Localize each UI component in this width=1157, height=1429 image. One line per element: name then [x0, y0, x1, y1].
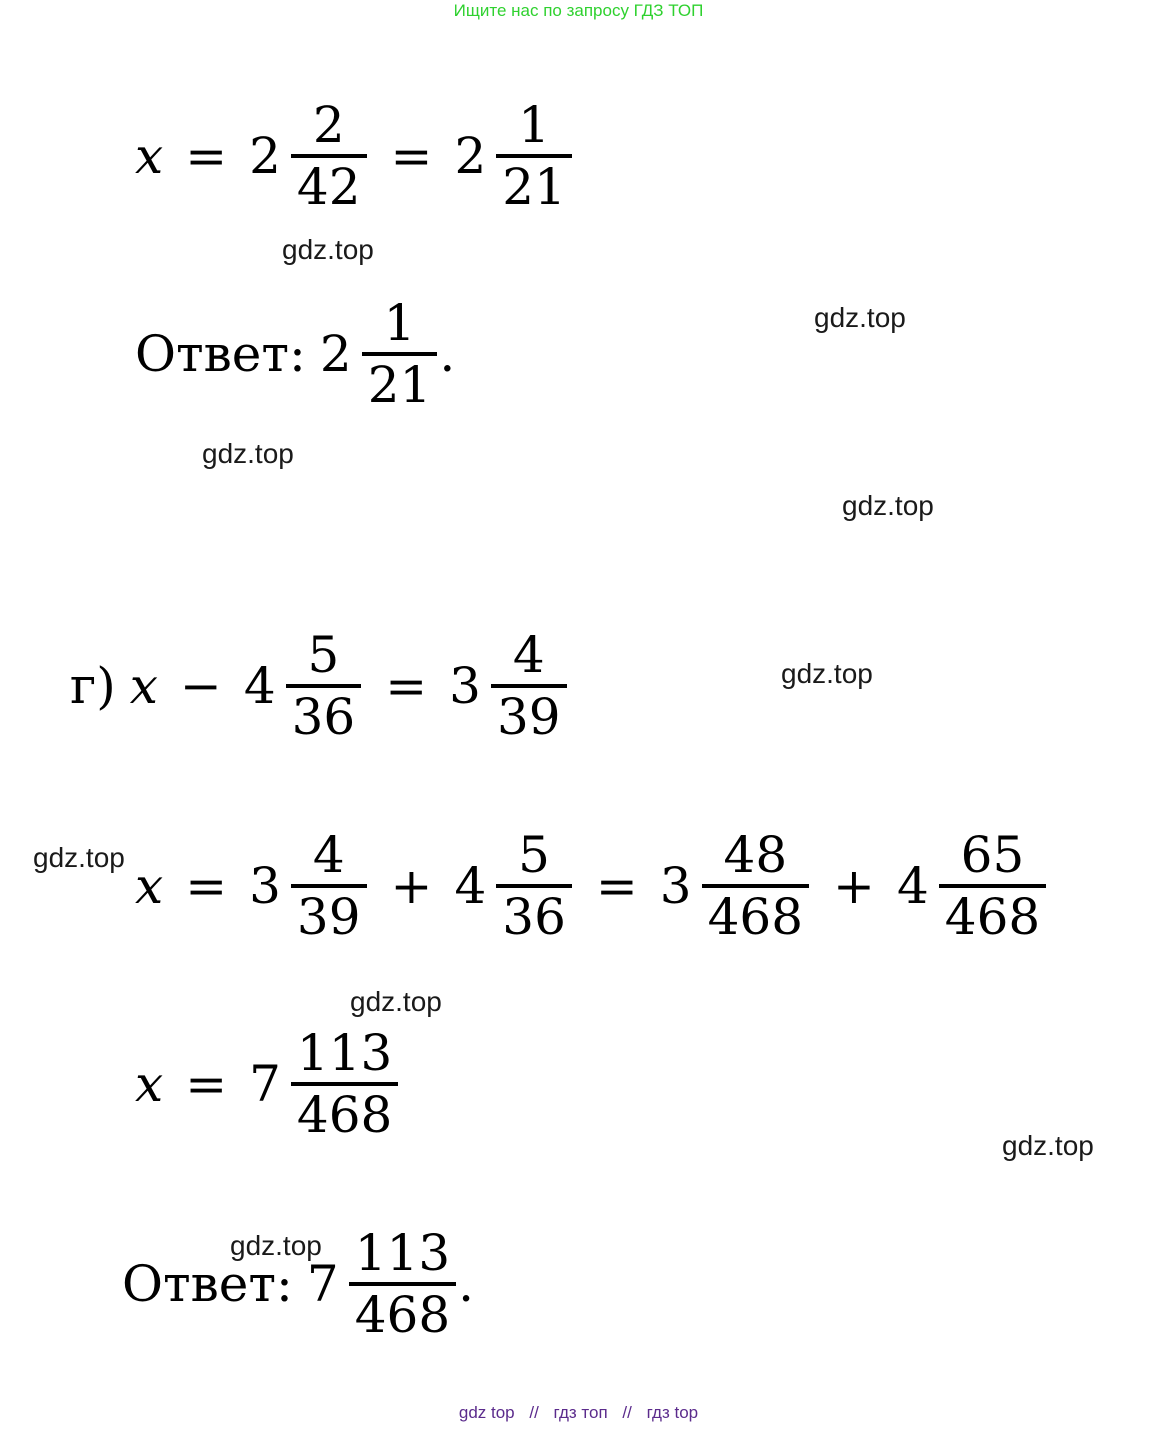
equation-part-g [70, 626, 569, 746]
whole-part: 2 [454, 127, 487, 185]
fraction [491, 626, 567, 746]
answer-label: Ответ: [135, 325, 306, 383]
fraction [291, 1024, 398, 1144]
denominator: 468 [939, 884, 1046, 942]
top-banner: Ищите нас по запросу ГДЗ ТОП [453, 1, 704, 20]
fraction [349, 1224, 456, 1344]
minus-sign: − [179, 657, 222, 715]
numerator: 65 [960, 826, 1025, 884]
denominator: 468 [349, 1282, 456, 1340]
equation-line-3 [135, 826, 1048, 946]
denominator: 39 [291, 884, 367, 942]
equals-sign: = [385, 657, 428, 715]
equals-sign: = [185, 1055, 228, 1113]
equals-sign: = [390, 127, 433, 185]
equation-line-1 [135, 96, 574, 216]
denominator: 21 [362, 352, 438, 410]
equation-line-4 [135, 1024, 400, 1144]
footer-separator: // [529, 1403, 539, 1422]
variable-x: x [129, 657, 158, 715]
watermark: gdz.top [33, 842, 125, 873]
whole-part: 3 [449, 657, 481, 715]
fraction [702, 826, 809, 946]
watermark: gdz.top [842, 490, 934, 521]
footer-link-gdz-top-mixed[interactable]: гдз top [646, 1403, 699, 1422]
watermark: gdz.top [350, 986, 442, 1017]
denominator: 21 [496, 154, 572, 212]
whole-part: 4 [243, 657, 276, 715]
part-label: г) [70, 657, 116, 715]
numerator: 4 [512, 626, 545, 684]
denominator: 39 [491, 684, 567, 742]
numerator: 5 [518, 826, 550, 884]
numerator: 113 [296, 1024, 393, 1082]
period: . [439, 325, 456, 383]
whole-part: 7 [249, 1055, 281, 1113]
whole-part: 7 [306, 1255, 339, 1313]
footer-link-gdz-top[interactable]: gdz top [458, 1403, 515, 1422]
denominator: 36 [496, 884, 572, 942]
numerator: 113 [354, 1224, 451, 1282]
watermark: gdz.top [781, 658, 873, 689]
period: . [458, 1255, 475, 1313]
watermark: gdz.top [202, 438, 294, 469]
fraction [286, 626, 362, 746]
watermark: gdz.top [1002, 1130, 1094, 1161]
footer-links [0, 1403, 1157, 1423]
fraction [496, 826, 572, 946]
answer-line-1 [135, 294, 456, 414]
variable-x: x [135, 127, 164, 185]
equals-sign: = [185, 127, 228, 185]
denominator: 468 [291, 1082, 398, 1140]
whole-part: 2 [319, 325, 352, 383]
variable-x: x [135, 857, 164, 915]
fraction [362, 294, 438, 414]
plus-sign: + [833, 857, 875, 915]
whole-part: 3 [659, 857, 692, 915]
fraction [291, 96, 367, 216]
fraction [496, 96, 572, 216]
answer-label: Ответ: [122, 1255, 293, 1313]
footer-link-gdz-top-ru[interactable]: гдз топ [553, 1403, 608, 1422]
variable-x: x [135, 1055, 164, 1113]
numerator: 4 [312, 826, 345, 884]
answer-line-2 [122, 1224, 475, 1344]
numerator: 48 [723, 826, 788, 884]
footer-separator: // [622, 1403, 632, 1422]
fraction [939, 826, 1046, 946]
denominator: 42 [291, 154, 367, 212]
equals-sign: = [185, 857, 228, 915]
numerator: 5 [307, 626, 340, 684]
watermark: gdz.top [230, 1230, 322, 1261]
denominator: 468 [702, 884, 809, 942]
numerator: 2 [312, 96, 345, 154]
numerator: 1 [383, 294, 416, 352]
watermark: gdz.top [282, 234, 374, 265]
whole-part: 3 [249, 857, 281, 915]
watermark: gdz.top [814, 302, 906, 333]
denominator: 36 [286, 684, 362, 742]
numerator: 1 [518, 96, 550, 154]
whole-part: 2 [249, 127, 281, 185]
whole-part: 4 [896, 857, 929, 915]
whole-part: 4 [454, 857, 487, 915]
equals-sign: = [595, 857, 638, 915]
plus-sign: + [390, 857, 433, 915]
fraction [291, 826, 367, 946]
